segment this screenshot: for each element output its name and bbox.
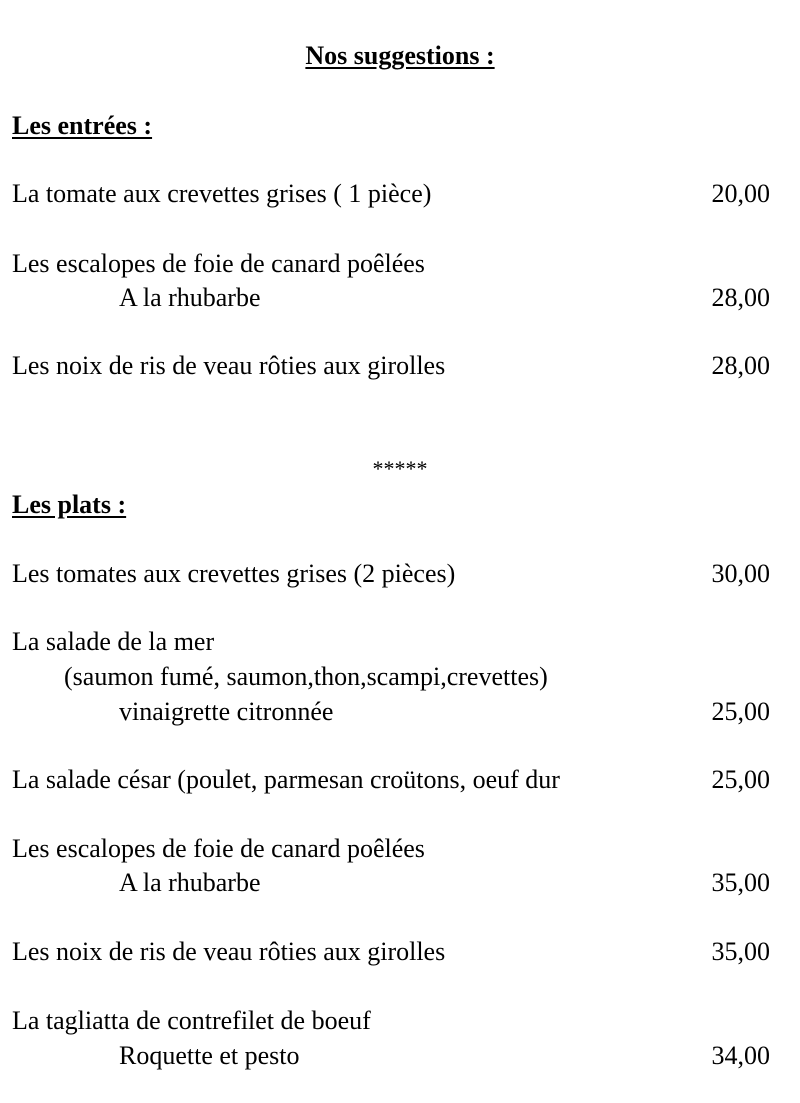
item-detail: (saumon fumé, saumon,thon,scampi,crevettes) [64,662,548,691]
item-detail: A la rhubarbe [119,283,261,312]
item-price: 35,00 [711,937,770,966]
section-separator: ***** [372,456,428,481]
item-name: Les tomates aux crevettes grises (2 pièces) [12,559,456,588]
item-name: La tagliatta de contrefilet de boeuf [12,1006,371,1035]
item-detail: Roquette et pesto [119,1041,300,1070]
item-name: Les noix de ris de veau rôties aux girolles [12,937,446,966]
item-price: 35,00 [711,868,770,897]
section-heading-plats: Les plats : [12,490,127,519]
item-name: La tomate aux crevettes grises ( 1 pièce) [12,179,432,208]
item-price: 25,00 [711,765,770,794]
item-detail: A la rhubarbe [119,868,261,897]
page-title: Nos suggestions : [305,41,495,70]
item-price: 20,00 [711,179,770,208]
item-name: La salade de la mer [12,627,215,656]
item-name: Les escalopes de foie de canard poêlées [12,249,425,278]
item-price: 34,00 [711,1041,770,1070]
item-price: 25,00 [711,697,770,726]
item-detail: vinaigrette citronnée [119,697,334,726]
item-price: 28,00 [711,351,770,380]
item-name: Les noix de ris de veau rôties aux girolles [12,351,446,380]
item-price: 28,00 [711,283,770,312]
item-name: Les escalopes de foie de canard poêlées [12,834,425,863]
item-name: La salade césar (poulet, parmesan croütons, oeuf dur [12,765,560,794]
section-heading-entrees: Les entrées : [12,111,153,140]
item-price: 30,00 [711,559,770,588]
